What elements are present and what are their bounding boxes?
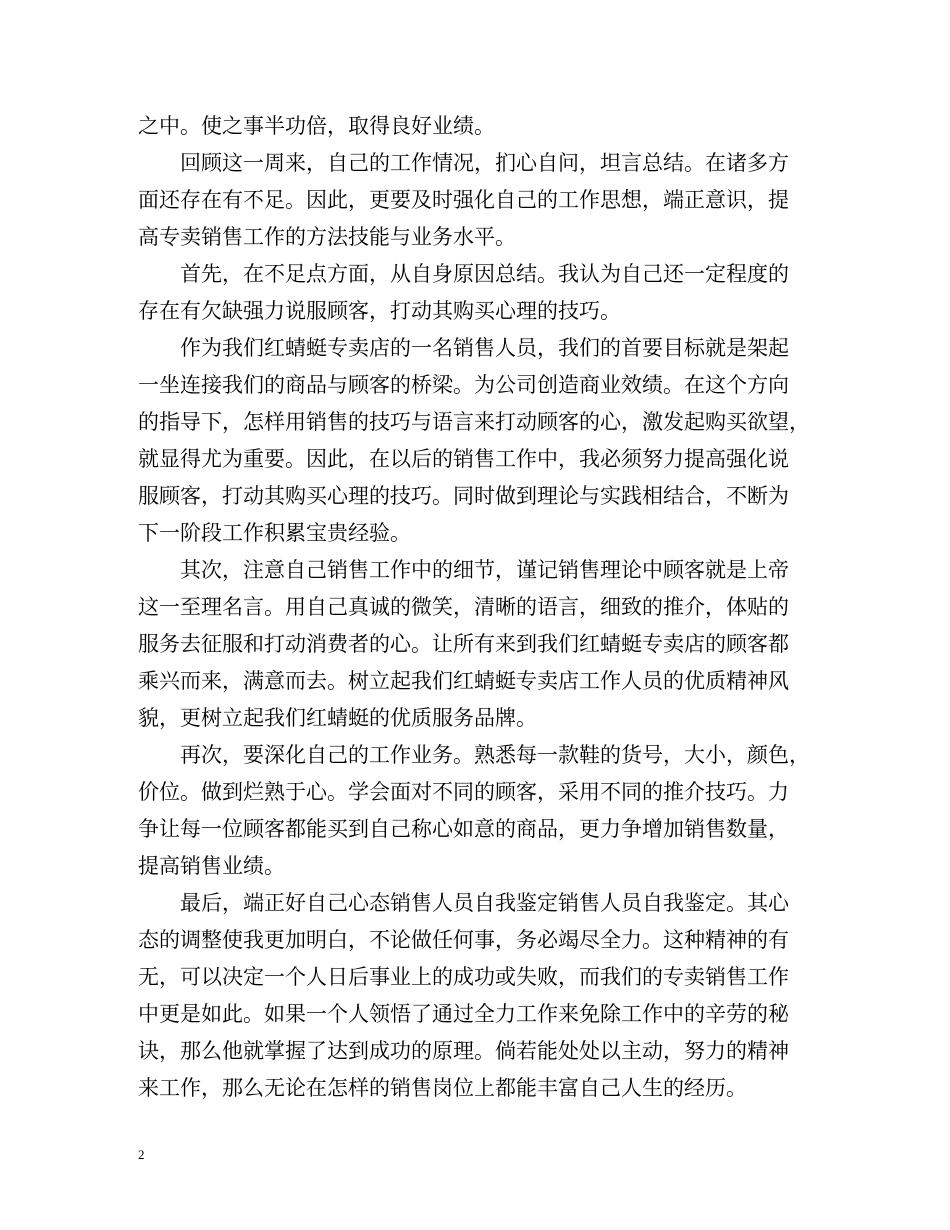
text-line: 一坐连接我们的商品与顾客的桥梁。为公司创造商业效绩。在这个方向 (138, 373, 789, 397)
text-line: 回顾这一周来，自己的工作情况，扪心自问，坦言总结。在诸多方 (138, 151, 789, 175)
text-line: 态的调整使我更加明白，不论做任何事，务必竭尽全力。这种精神的有 (138, 928, 789, 952)
text-line: 这一至理名言。用自己真诚的微笑，清晰的语言，细致的推介，体贴的 (138, 595, 789, 619)
text-line: 争让每一位顾客都能买到自己称心如意的商品，更力争增加销售数量， (138, 817, 789, 841)
text-line: 价位。做到烂熟于心。学会面对不同的顾客，采用不同的推介技巧。力 (138, 780, 789, 804)
text-line: 中更是如此。如果一个人领悟了通过全力工作来免除工作中的辛劳的秘 (138, 1002, 789, 1026)
text-line: 提高销售业绩。 (138, 854, 285, 878)
text-line: 服顾客，打动其购买心理的技巧。同时做到理论与实践相结合，不断为 (138, 484, 789, 508)
text-line: 存在有欠缺强力说服顾客，打动其购买心理的技巧。 (138, 299, 621, 323)
text-line: 诀，那么他就掌握了达到成功的原理。倘若能处处以主动，努力的精神 (138, 1039, 789, 1063)
text-line: 乘兴而来，满意而去。树立起我们红蜻蜓专卖店工作人员的优质精神风 (138, 669, 789, 693)
text-line: 服务去征服和打动消费者的心。让所有来到我们红蜻蜓专卖店的顾客都 (138, 632, 789, 656)
text-line: 作为我们红蜻蜓专卖店的一名销售人员，我们的首要目标就是架起 (138, 336, 789, 360)
text-line: 之中。使之事半功倍，取得良好业绩。 (138, 114, 495, 138)
text-line: 其次，注意自己销售工作中的细节，谨记销售理论中顾客就是上帝 (138, 558, 789, 582)
text-line: 下一阶段工作积累宝贵经验。 (138, 521, 411, 545)
text-line: 来工作，那么无论在怎样的销售岗位上都能丰富自己人生的经历。 (138, 1076, 747, 1100)
text-line: 首先，在不足点方面，从自身原因总结。我认为自己还一定程度的 (138, 262, 789, 286)
text-line: 无，可以决定一个人日后事业上的成功或失败，而我们的专卖销售工作 (138, 965, 789, 989)
text-line: 貌，更树立起我们红蜻蜓的优质服务品牌。 (138, 706, 537, 730)
text-line: 就显得尤为重要。因此，在以后的销售工作中，我必须努力提高强化说 (138, 447, 789, 471)
text-line: 高专卖销售工作的方法技能与业务水平。 (138, 225, 516, 249)
text-line: 面还存在有不足。因此，更要及时强化自己的工作思想，端正意识，提 (138, 188, 789, 212)
text-line: 最后，端正好自己心态销售人员自我鉴定销售人员自我鉴定。其心 (138, 891, 789, 915)
text-line: 的指导下，怎样用销售的技巧与语言来打动顾客的心，激发起购买欲望， (138, 410, 810, 434)
text-line: 再次，要深化自己的工作业务。熟悉每一款鞋的货号，大小，颜色， (138, 743, 810, 767)
page-number: 2 (138, 1147, 145, 1162)
